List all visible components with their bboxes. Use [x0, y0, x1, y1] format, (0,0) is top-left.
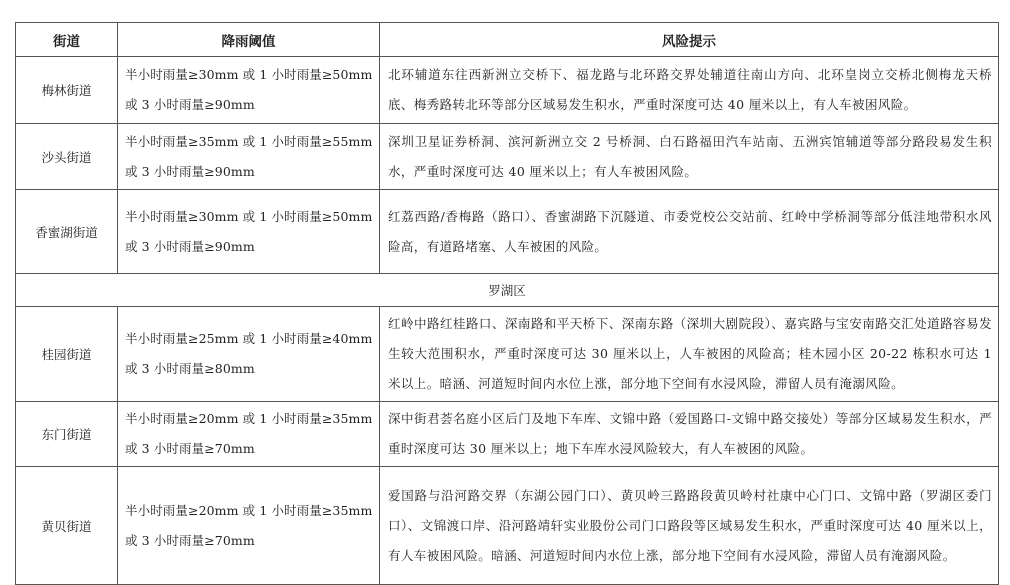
threshold-line: 半小时雨量≥20mm 或 1 小时雨量≥35mm: [125, 411, 373, 426]
table-row: [16, 124, 999, 190]
threshold-cell: [118, 467, 380, 585]
risk-cell: 北环辅道东往西新洲立交桥下、福龙路与北环路交界处辅道往南山方向、北环皇岗立交桥北侧梅龙天桥底、梅秀路转北环等部分区域易发生积水，严重时深度可达 40 厘米以上，有人车被困风险。: [380, 57, 999, 124]
street-cell: 梅林街道: [16, 57, 118, 124]
header-street: 街道: [16, 23, 118, 57]
street-cell: 沙头街道: [16, 124, 118, 190]
threshold-line: 或 3 小时雨量≥90mm: [125, 97, 255, 112]
table-row: [16, 57, 999, 124]
table-row: [16, 307, 999, 402]
threshold-cell: [118, 57, 380, 124]
threshold-line: 或 3 小时雨量≥70mm: [125, 441, 255, 456]
threshold-cell: [118, 307, 380, 402]
street-cell: 香蜜湖街道: [16, 190, 118, 274]
threshold-line: 半小时雨量≥35mm 或 1 小时雨量≥55mm: [125, 133, 373, 149]
table-header-row: [16, 23, 999, 57]
street-cell: 桂园街道: [16, 307, 118, 402]
risk-cell: 红荔西路/香梅路（路口）、香蜜湖路下沉隧道、市委党校公交站前、红岭中学桥洞等部分低洼地带积水风险高，有道路堵塞、人车被困的风险。: [380, 190, 999, 274]
risk-cell: 深圳卫星证券桥洞、滨河新洲立交 2 号桥洞、白石路福田汽车站南、五洲宾馆辅道等部分路段易发生积水，严重时深度可达 40 厘米以上；有人车被困风险。: [380, 124, 999, 190]
threshold-line: 或 3 小时雨量≥90mm: [125, 238, 255, 254]
threshold-cell: [118, 190, 380, 274]
district-heading: 罗湖区: [16, 274, 999, 307]
table-row: [16, 402, 999, 467]
threshold-line: 半小时雨量≥30mm 或 1 小时雨量≥50mm: [125, 208, 373, 224]
header-threshold: 降雨阈值: [118, 23, 380, 57]
threshold-cell: [118, 402, 380, 467]
threshold-line: 或 3 小时雨量≥90mm: [125, 163, 255, 179]
threshold-line: 半小时雨量≥20mm 或 1 小时雨量≥35mm: [125, 502, 373, 518]
rainfall-risk-table: [15, 22, 999, 585]
threshold-line: 或 3 小时雨量≥80mm: [125, 361, 255, 376]
risk-cell: 爱国路与沿河路交界（东湖公园门口）、黄贝岭三路路段黄贝岭村社康中心门口、文锦中路（罗湖区委门口）、文锦渡口岸、沿河路靖轩实业股份公司门口路段等区域易发生积水，严重时深度可达 40 厘米以上，有人车被困风险。暗涵、河道短时间内水位上涨，部分地下空间有水浸风险，滞留人员有淹溺风险。: [380, 467, 999, 585]
table-row: [16, 467, 999, 585]
threshold-line: 或 3 小时雨量≥70mm: [125, 532, 255, 548]
header-risk: 风险提示: [380, 23, 999, 57]
risk-cell: 红岭中路红桂路口、深南路和平天桥下、深南东路（深圳大剧院段）、嘉宾路与宝安南路交汇处道路容易发生较大范围积水，严重时深度可达 30 厘米以上，人车被困的风险高；桂木园小区 20-22 栋积水可达 1 米以上。暗涵、河道短时间内水位上涨，部分地下空间有水浸风险，滞留人员有淹溺风险。: [380, 307, 999, 402]
district-row: [16, 274, 999, 307]
threshold-line: 半小时雨量≥25mm 或 1 小时雨量≥40mm: [125, 331, 373, 346]
table-row: [16, 190, 999, 274]
threshold-line: 半小时雨量≥30mm 或 1 小时雨量≥50mm: [125, 67, 373, 82]
risk-table-container: [15, 22, 998, 585]
street-cell: 东门街道: [16, 402, 118, 467]
threshold-cell: [118, 124, 380, 190]
risk-cell: 深中街君荟名庭小区后门及地下车库、文锦中路（爱国路口-文锦中路交接处）等部分区域易发生积水，严重时深度可达 30 厘米以上；地下车库水浸风险较大，有人车被困的风险。: [380, 402, 999, 467]
street-cell: 黄贝街道: [16, 467, 118, 585]
